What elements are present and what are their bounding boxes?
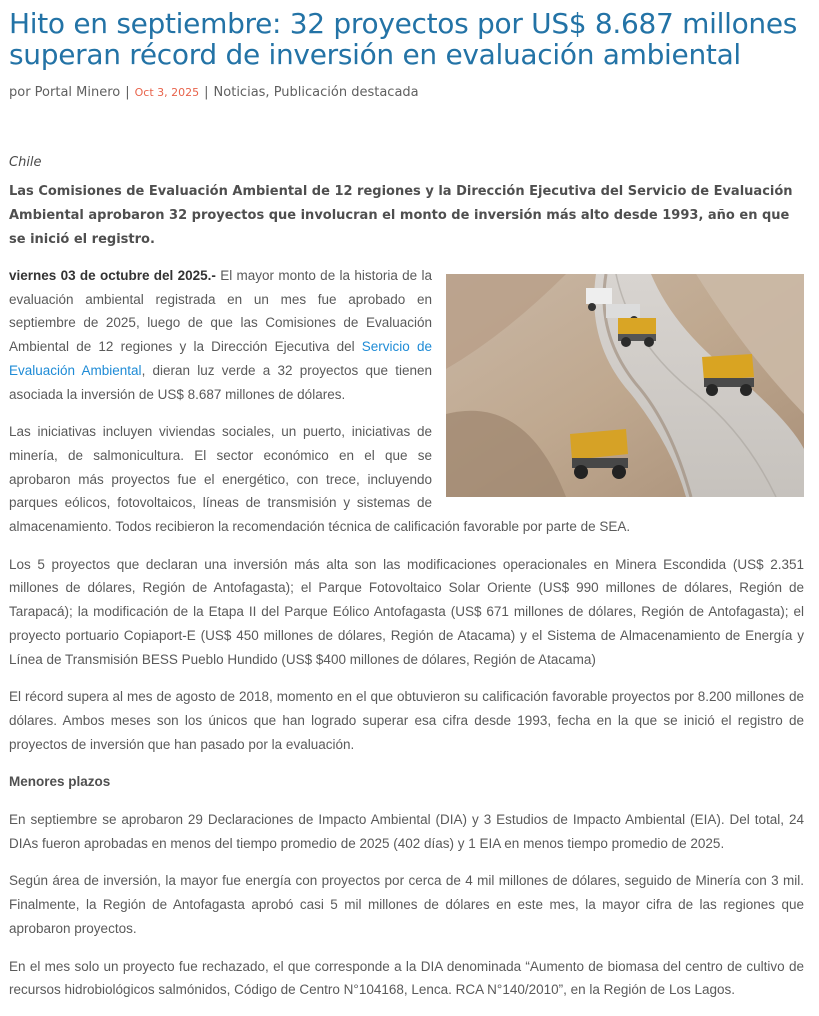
- article: [9, 8, 804, 1016]
- paragraph-5: En septiembre se aprobaron 29 Declaraciones de Impacto Ambiental (DIA) y 3 Estudios de Impacto Ambiental (EIA). Del total, 24 DIAs fueron aprobadas en menos del tiempo promedio de 2025 (402 días) y 1 EIA en menos tiempo promedio de 2025.: [9, 812, 804, 851]
- subheading: Menores plazos: [9, 774, 111, 790]
- paragraph-1: [9, 264, 804, 406]
- paragraph-7: En el mes solo un proyecto fue rechazado, el que corresponde a la DIA denominada “Aumento de biomasa del centro de cultivo de recursos hidrobiológicos salmónidos, Código de Centro N°104168, Lenca. RCA N°140/2010”, en la Región de Los Lagos.: [9, 958, 804, 998]
- author-link[interactable]: por Portal Minero: [9, 85, 121, 100]
- paragraph-1-text-end: , dieran luz verde a 32 proyectos que tienen asociada la inversión de US$ 8.687 millones de dólares.: [9, 362, 432, 402]
- dateline: viernes 03 de octubre del 2025.-: [9, 268, 216, 283]
- article-meta: [9, 84, 804, 102]
- mine-trucks-photo: [446, 274, 804, 497]
- country-label: Chile: [9, 155, 42, 170]
- paragraph-4: El récord supera al mes de agosto de 2018, momento en el que obtuvieron su calificación favorable proyectos por 8.200 millones de dólares. Ambos meses son los únicos que han logrado superar esa cifra desde 1993, fecha en la que se inició el registro de proyectos de inversión que han pasado por la evaluación.: [9, 689, 804, 752]
- paragraph-2: Las iniciativas incluyen viviendas sociales, un puerto, iniciativas de minería, de salmonicultura. El sector económico en el que se aprobaron más proyectos fue el energético, con trece, incluyendo parques eólicos, fotovoltaicos, líneas de transmisión y sistemas de almacenamiento. Todos recibieron la recomendación técnica de calificación favorable por parte de SEA.: [9, 424, 631, 535]
- paragraph-6: Según área de inversión, la mayor fue energía con proyectos por cerca de 4 mil millones de dólares, seguido de Minería con 3 mil. Finalmente, la Región de Antofagasta aprobó casi 5 mil millones de dólares en este mes, la mayor cifra de las regiones que aprobaron proyectos.: [9, 873, 804, 936]
- sea-link[interactable]: Servicio de Evaluación Ambiental: [9, 339, 432, 378]
- paragraph-1-text: El mayor monto de la historia de la evaluación ambiental registrada en un mes fue aprobado en septiembre de 2025, luego de que las Comisiones de Evaluación Ambiental de 12 regiones y la Dirección Ejecutiva del: [9, 268, 432, 355]
- meta-separator: |: [204, 85, 209, 100]
- article-body: [9, 264, 804, 1002]
- category-links[interactable]: Noticias, Publicación destacada: [213, 85, 419, 100]
- paragraph-3: Los 5 proyectos que declaran una inversión más alta son las modificaciones operacionales en Minera Escondida (US$ 2.351 millones de dólares, Región de Antofagasta); el Parque Fotovoltaico Solar Oriente (US$ 990 millones de dólares, Región de Tarapacá); la modificación de la Etapa II del Parque Eólico Antofagasta (US$ 671 millones de dólares, Región de Antofagasta); el proyecto portuario Copiaport-E (US$ 450 millones de dólares, Región de Atacama) y el Sistema de Almacenamiento de Energía y Línea de Transmisión BESS Pueblo Hundido (US$ $400 millones de dólares, Región de Atacama): [9, 556, 804, 667]
- article-title: Hito en septiembre: 32 proyectos por US$ 8.687 millones superan récord de inversión en evaluación ambiental: [9, 7, 798, 71]
- meta-separator: |: [125, 85, 130, 100]
- publish-date: Oct 3, 2025: [134, 86, 200, 99]
- lead-paragraph: Las Comisiones de Evaluación Ambiental de 12 regiones y la Dirección Ejecutiva del Servicio de Evaluación Ambiental aprobaron 32 proyectos que involucran el monto de inversión más alto desde 1993, año en que se inició el registro.: [9, 184, 793, 247]
